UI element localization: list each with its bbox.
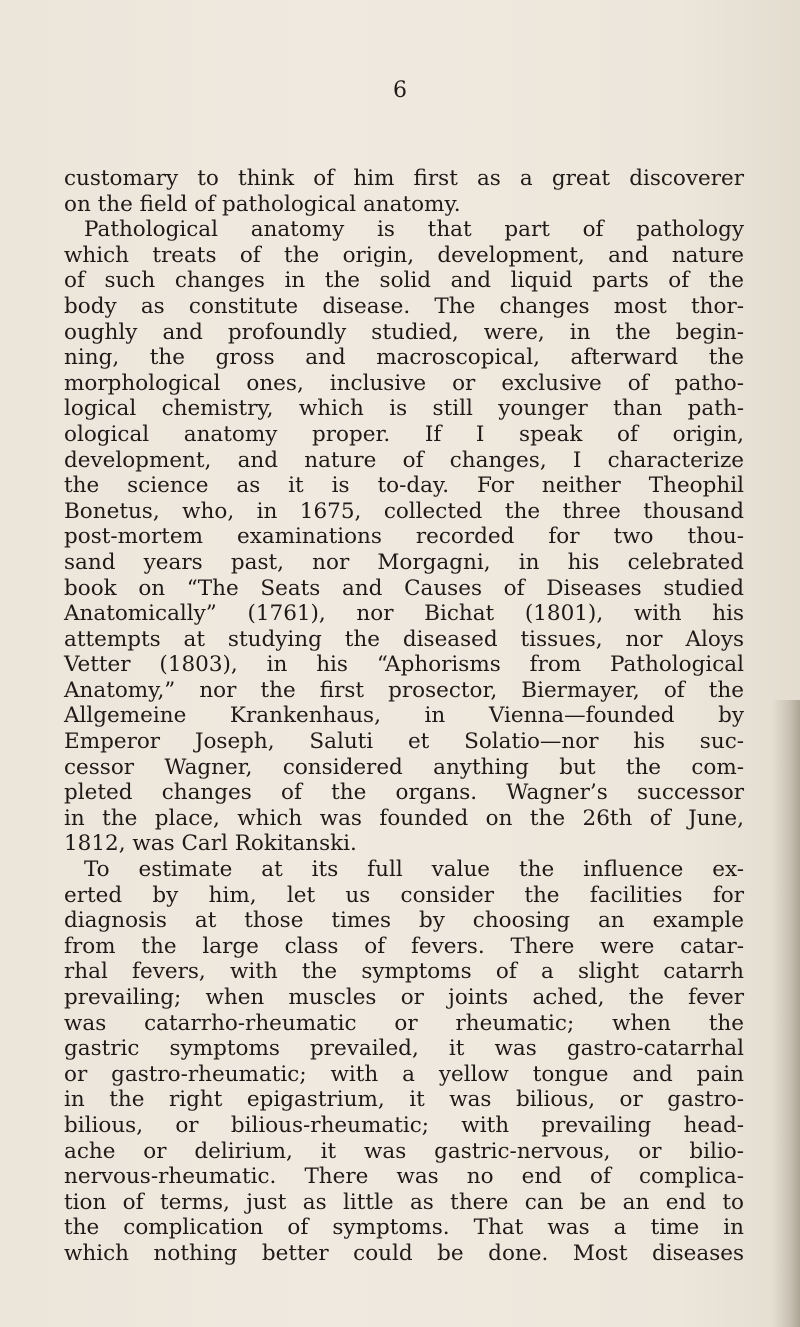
- page-number: 6: [393, 78, 407, 103]
- text-line: Bonetus, who, in 1675, collected the three thousand: [64, 498, 744, 524]
- text-line: prevailing; when muscles or joints ached, the fever: [64, 985, 744, 1010]
- text-line: Anatomically” (1761), nor Bichat (1801), with his: [64, 601, 744, 627]
- text-line: bilious, or bilious-rheumatic; with prevailing head-: [64, 1112, 744, 1138]
- text-line: cessor Wagner, considered anything but the com-: [64, 754, 744, 780]
- text-line: nervous-rheumatic. There was no end of complica-: [64, 1164, 744, 1190]
- text-line: development, and nature of changes, I characterize: [64, 447, 744, 473]
- body-text: [64, 166, 744, 1267]
- text-line: ning, the gross and macroscopical, afterward the: [64, 345, 744, 371]
- text-line: on the field of pathological anatomy.: [64, 191, 461, 217]
- text-line: Pathological anatomy is that part of pathology: [84, 217, 744, 243]
- text-line: sand years past, nor Morgagni, in his celebrated: [64, 549, 744, 575]
- text-line: in the place, which was founded on the 26th of June,: [64, 805, 744, 831]
- text-line: book on “The Seats and Causes of Diseases studied: [64, 575, 744, 601]
- text-line: ological anatomy proper. If I speak of origin,: [64, 421, 744, 447]
- text-line: or gastro-rheumatic; with a yellow tongue and pain: [64, 1061, 744, 1087]
- text-line: customary to think of him first as a great discoverer: [64, 166, 744, 191]
- text-line: from the large class of fevers. There were catar-: [64, 933, 744, 959]
- text-line: Emperor Joseph, Saluti et Solatio—nor his suc-: [64, 729, 744, 755]
- text-line: the complication of symptoms. That was a time in: [64, 1215, 744, 1241]
- text-line: in the right epigastrium, it was bilious, or gastro-: [64, 1087, 744, 1113]
- text-line: Vetter (1803), in his “Aphorisms from Pathological: [64, 652, 744, 678]
- text-line: attempts at studying the diseased tissues, nor Aloys: [64, 626, 744, 652]
- text-line: erted by him, let us consider the facilities for: [64, 882, 744, 908]
- text-line: was catarrho-rheumatic or rheumatic; when the: [64, 1010, 744, 1036]
- text-line: the science as it is to-day. For neither Theophil: [64, 473, 744, 499]
- text-line: Allgemeine Krankenhaus, in Vienna—founded by: [64, 703, 744, 729]
- text-line: morphological ones, inclusive or exclusive of patho-: [64, 370, 744, 396]
- text-line: oughly and profoundly studied, were, in the begin-: [64, 319, 744, 345]
- page-edge-shadow: [772, 700, 800, 1327]
- text-line: rhal fevers, with the symptoms of a slight catarrh: [64, 959, 744, 985]
- text-line: To estimate at its full value the influence ex-: [84, 857, 744, 883]
- text-line: body as constitute disease. The changes most thor-: [64, 293, 744, 319]
- text-line: diagnosis at those times by choosing an example: [64, 908, 744, 934]
- text-line: tion of terms, just as little as there can be an end to: [64, 1189, 744, 1215]
- text-line: post-mortem examinations recorded for two thou-: [64, 524, 744, 550]
- text-line: logical chemistry, which is still younger than path-: [64, 396, 744, 422]
- text-line: pleted changes of the organs. Wagner’s successor: [64, 780, 744, 806]
- text-line: of such changes in the solid and liquid parts of the: [64, 268, 744, 294]
- text-line: which nothing better could be done. Most diseases: [64, 1240, 744, 1266]
- text-line: 1812, was Carl Rokitanski.: [64, 831, 357, 857]
- text-line: gastric symptoms prevailed, it was gastro-catarrhal: [64, 1036, 744, 1062]
- text-line: Anatomy,” nor the first prosector, Biermayer, of the: [64, 677, 744, 703]
- text-line: which treats of the origin, development, and nature: [64, 242, 744, 268]
- text-line: ache or delirium, it was gastric-nervous, or bilio-: [64, 1138, 744, 1164]
